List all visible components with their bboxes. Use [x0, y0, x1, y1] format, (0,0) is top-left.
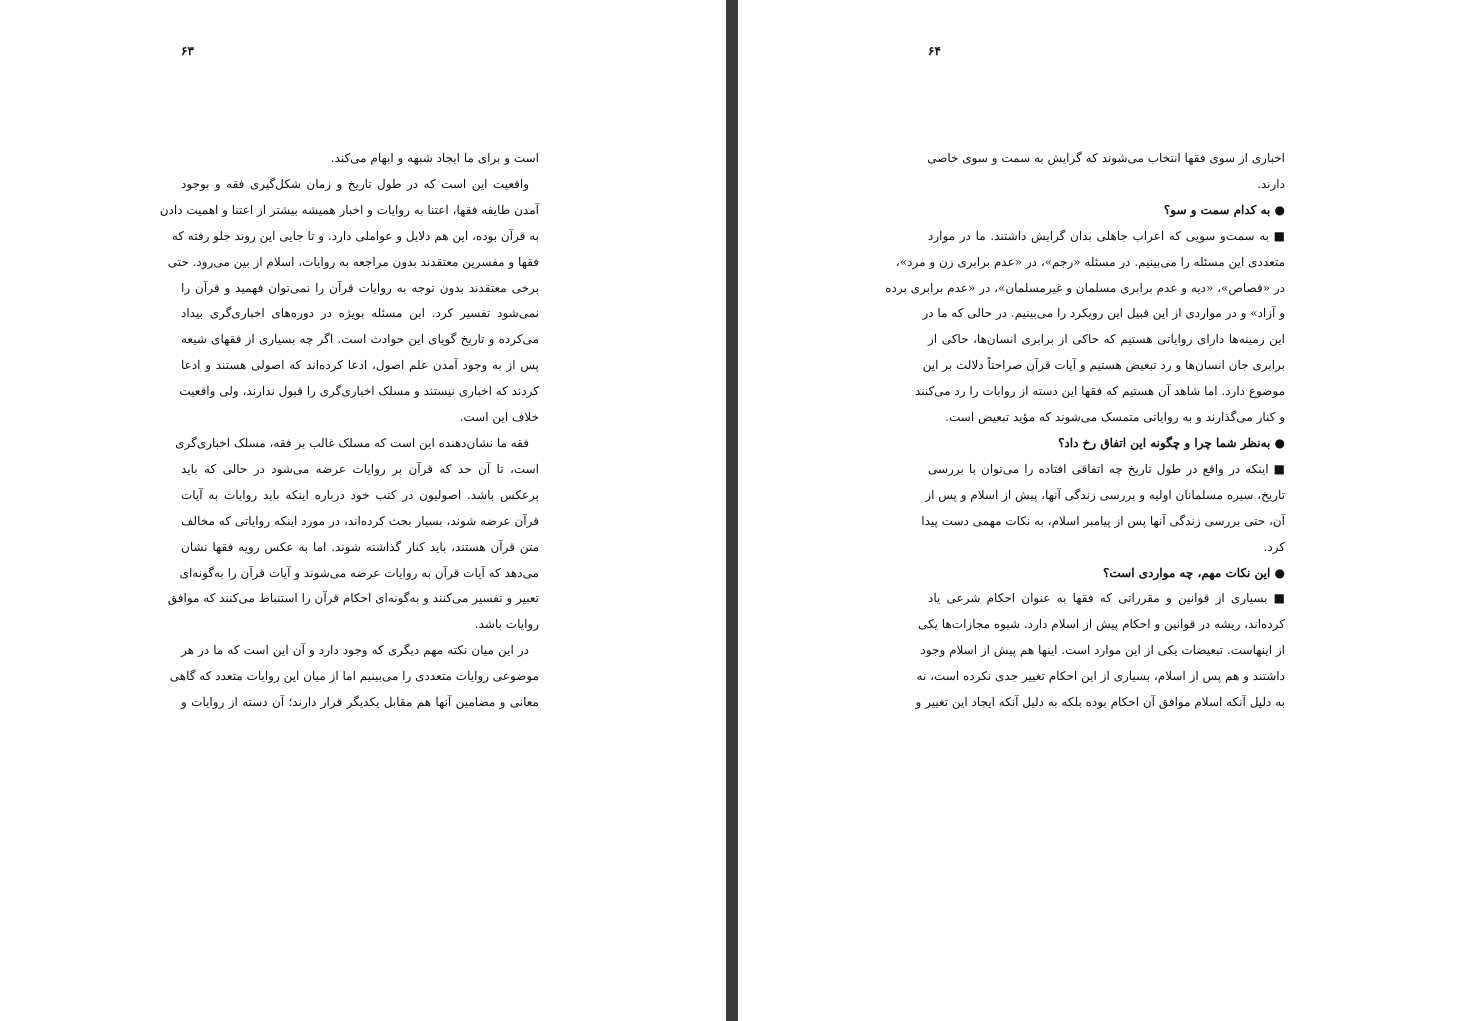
text-line: کرد. — [1263, 539, 1285, 554]
text-line: می‌کرده و تاریخ گویای این حوادث است. اگر چه بسیاری از فقهای شیعه — [181, 332, 539, 347]
text-line: کرده‌اند، ریشه در قوانین و احکام پیش از اسلام دارد. شیوه مجازات‌ها یکی — [918, 617, 1285, 632]
text-line: موضوع دارد. اما شاهد آن هستیم که فقها این دسته از روایات را رد می‌کنند — [914, 384, 1285, 399]
text-line: تاریخ، سیره مسلمانان اولیه و بررسی زندگی آنها، پیش از اسلام و پس از — [925, 487, 1285, 502]
page-number: ۶۴ — [928, 44, 941, 58]
left-page — [0, 0, 726, 1021]
interview-question-line: ● به کدام سمت و سو؟ — [1163, 202, 1285, 217]
text-line: فقه ما نشان‌دهنده این است که مسلک غالب بر فقه، مسلک اخباری‌گری — [175, 435, 529, 450]
text-line: روایات باشد. — [474, 617, 539, 632]
interview-question-line: ● به‌نظر شما چرا و چگونه این اتفاق رخ داد؟ — [1058, 435, 1285, 450]
page-body-text — [885, 146, 1285, 716]
text-line: فقها و مفسرین معتقدند بدون مراجعه به روایات، اسلام از بین می‌رود. حتی — [167, 254, 539, 269]
text-line: دارند. — [1257, 176, 1285, 191]
text-line: است و برای ما ایجاد شبهه و ابهام می‌کند. — [330, 151, 539, 165]
text-line: ■ بسیاری از قوانین و مقرراتی که فقها به عنوان احکام شرعی یاد — [928, 591, 1285, 606]
text-line: ■ اینکه در واقع در طول تاریخ چه اتفاقی افتاده را می‌توان با بررسی — [928, 461, 1285, 476]
text-line: پس از به وجود آمدن علم اصول، ادعا کرده‌اند که اصولی هستند و ادعا — [181, 358, 539, 373]
right-page — [738, 0, 1462, 1021]
text-line: خلاف این است. — [459, 410, 539, 425]
text-line: از اینهاست. تبعیضات یکی از این موارد است. اینها هم پیش از اسلام وجود — [920, 643, 1285, 658]
text-line: کردند که اخباری نیستند و مسلک اخباری‌گری را قبول ندارند، ولی واقعیت — [179, 384, 539, 399]
text-line: در «قصاص»، «دیه و عدم برابری مسلمان و غیرمسلمان»، در «عدم برابری برده — [885, 280, 1285, 295]
book-spine-divider — [726, 0, 738, 1021]
text-line: به قرآن بوده، این هم دلایل و عواملی دارد. و تا جایی این روند جلو رفته که — [171, 228, 539, 243]
text-line: آمدن طایفه فقها، اعتنا به روایات و اخبار همیشه بیشتر از اعتنا و اهمیت دادن — [159, 202, 539, 217]
text-line: و کنار می‌گذارند و به روایاتی متمسک می‌شوند که مؤید تبعیض است. — [945, 410, 1285, 425]
text-line: موضوعی روایات متعددی را می‌بینیم اما از میان این روایات متعدد که گاهی — [169, 669, 539, 684]
text-line: ■ به سمت‌و سویی که اعراب جاهلی بدان گرایش داشتند. ما در موارد — [928, 228, 1285, 243]
text-line: به دلیل آنکه اسلام موافق آن احکام بوده بلکه به دلیل آنکه ایجاد این تغییر و — [915, 695, 1285, 710]
text-line: این زمینه‌ها دارای روایاتی هستیم که حاکی از برابری انسان‌ها، حاکی از — [928, 332, 1285, 347]
text-line: واقعیت این است که در طول تاریخ و زمان شکل‌گیری فقه و بوجود — [181, 176, 529, 191]
text-line: متن قرآن هستند، باید کنار گذاشته شوند. اما به عکس رویه فقها نشان — [181, 539, 539, 554]
text-line: برابری جان انسان‌ها و رد تبعیض هستیم و آیات قرآن صراحتاً دلالت بر این — [922, 358, 1285, 373]
text-line: تعبیر و تفسیر می‌کنند و به‌گونه‌ای احکام قرآن را استنباط می‌کنند که موافق — [167, 591, 539, 606]
interview-question-line: ● این نکات مهم، چه مواردی است؟ — [1103, 565, 1285, 580]
text-line: متعددی این مسئله را می‌بینیم. در مسئله «رجم»، در «عدم برابری زن و مرد»، — [895, 254, 1285, 269]
text-line: برخی معتقدند بدون توجه به روایات قرآن را نمی‌توان فهمید و قرآن را — [181, 280, 539, 295]
text-line: و آزاد» و در مواردی از این قبیل این رویکرد را می‌بینیم. در حالی که ما در — [922, 306, 1285, 321]
text-line: برعکس باشد. اصولیون در کتب خود درباره اینکه باید روایات به آیات — [181, 487, 539, 502]
text-line: قرآن عرضه شوند، بسیار بحث کرده‌اند، در مورد اینکه روایاتی که مخالف — [181, 513, 539, 528]
page-body-text — [159, 146, 539, 716]
page-number: ۶۳ — [181, 44, 194, 58]
text-line: نمی‌شود تفسیر کرد. این مسئله بویژه در دوره‌های اخباری‌گری بیداد — [181, 306, 539, 321]
text-line: آن، حتی بررسی زندگی آنها پس از پیامبر اسلام، به نکات مهمی دست پیدا — [921, 513, 1285, 528]
text-line: در این میان نکته مهم دیگری که وجود دارد و آن این است که ما در هر — [181, 643, 529, 658]
text-line: داشتند و هم پس از اسلام، بسیاری از این احکام تغییر جدی نکرده است، نه — [916, 669, 1285, 684]
text-line: است، تا آن حد که قرآن بر روایات عرضه می‌شود در حالی که باید — [181, 461, 539, 476]
text-line: معانی و مضامین آنها هم مقابل یکدیگر قرار دارند؛ آن دسته از روایات و — [181, 695, 539, 710]
text-line: اخباری از سوی فقها انتخاب می‌شوند که گرایش به سمت و سوی خاصی — [927, 151, 1285, 165]
text-line: می‌دهد که آیات قرآن به روایات عرضه می‌شوند و آیات قرآن را به‌گونه‌ای — [179, 565, 539, 580]
